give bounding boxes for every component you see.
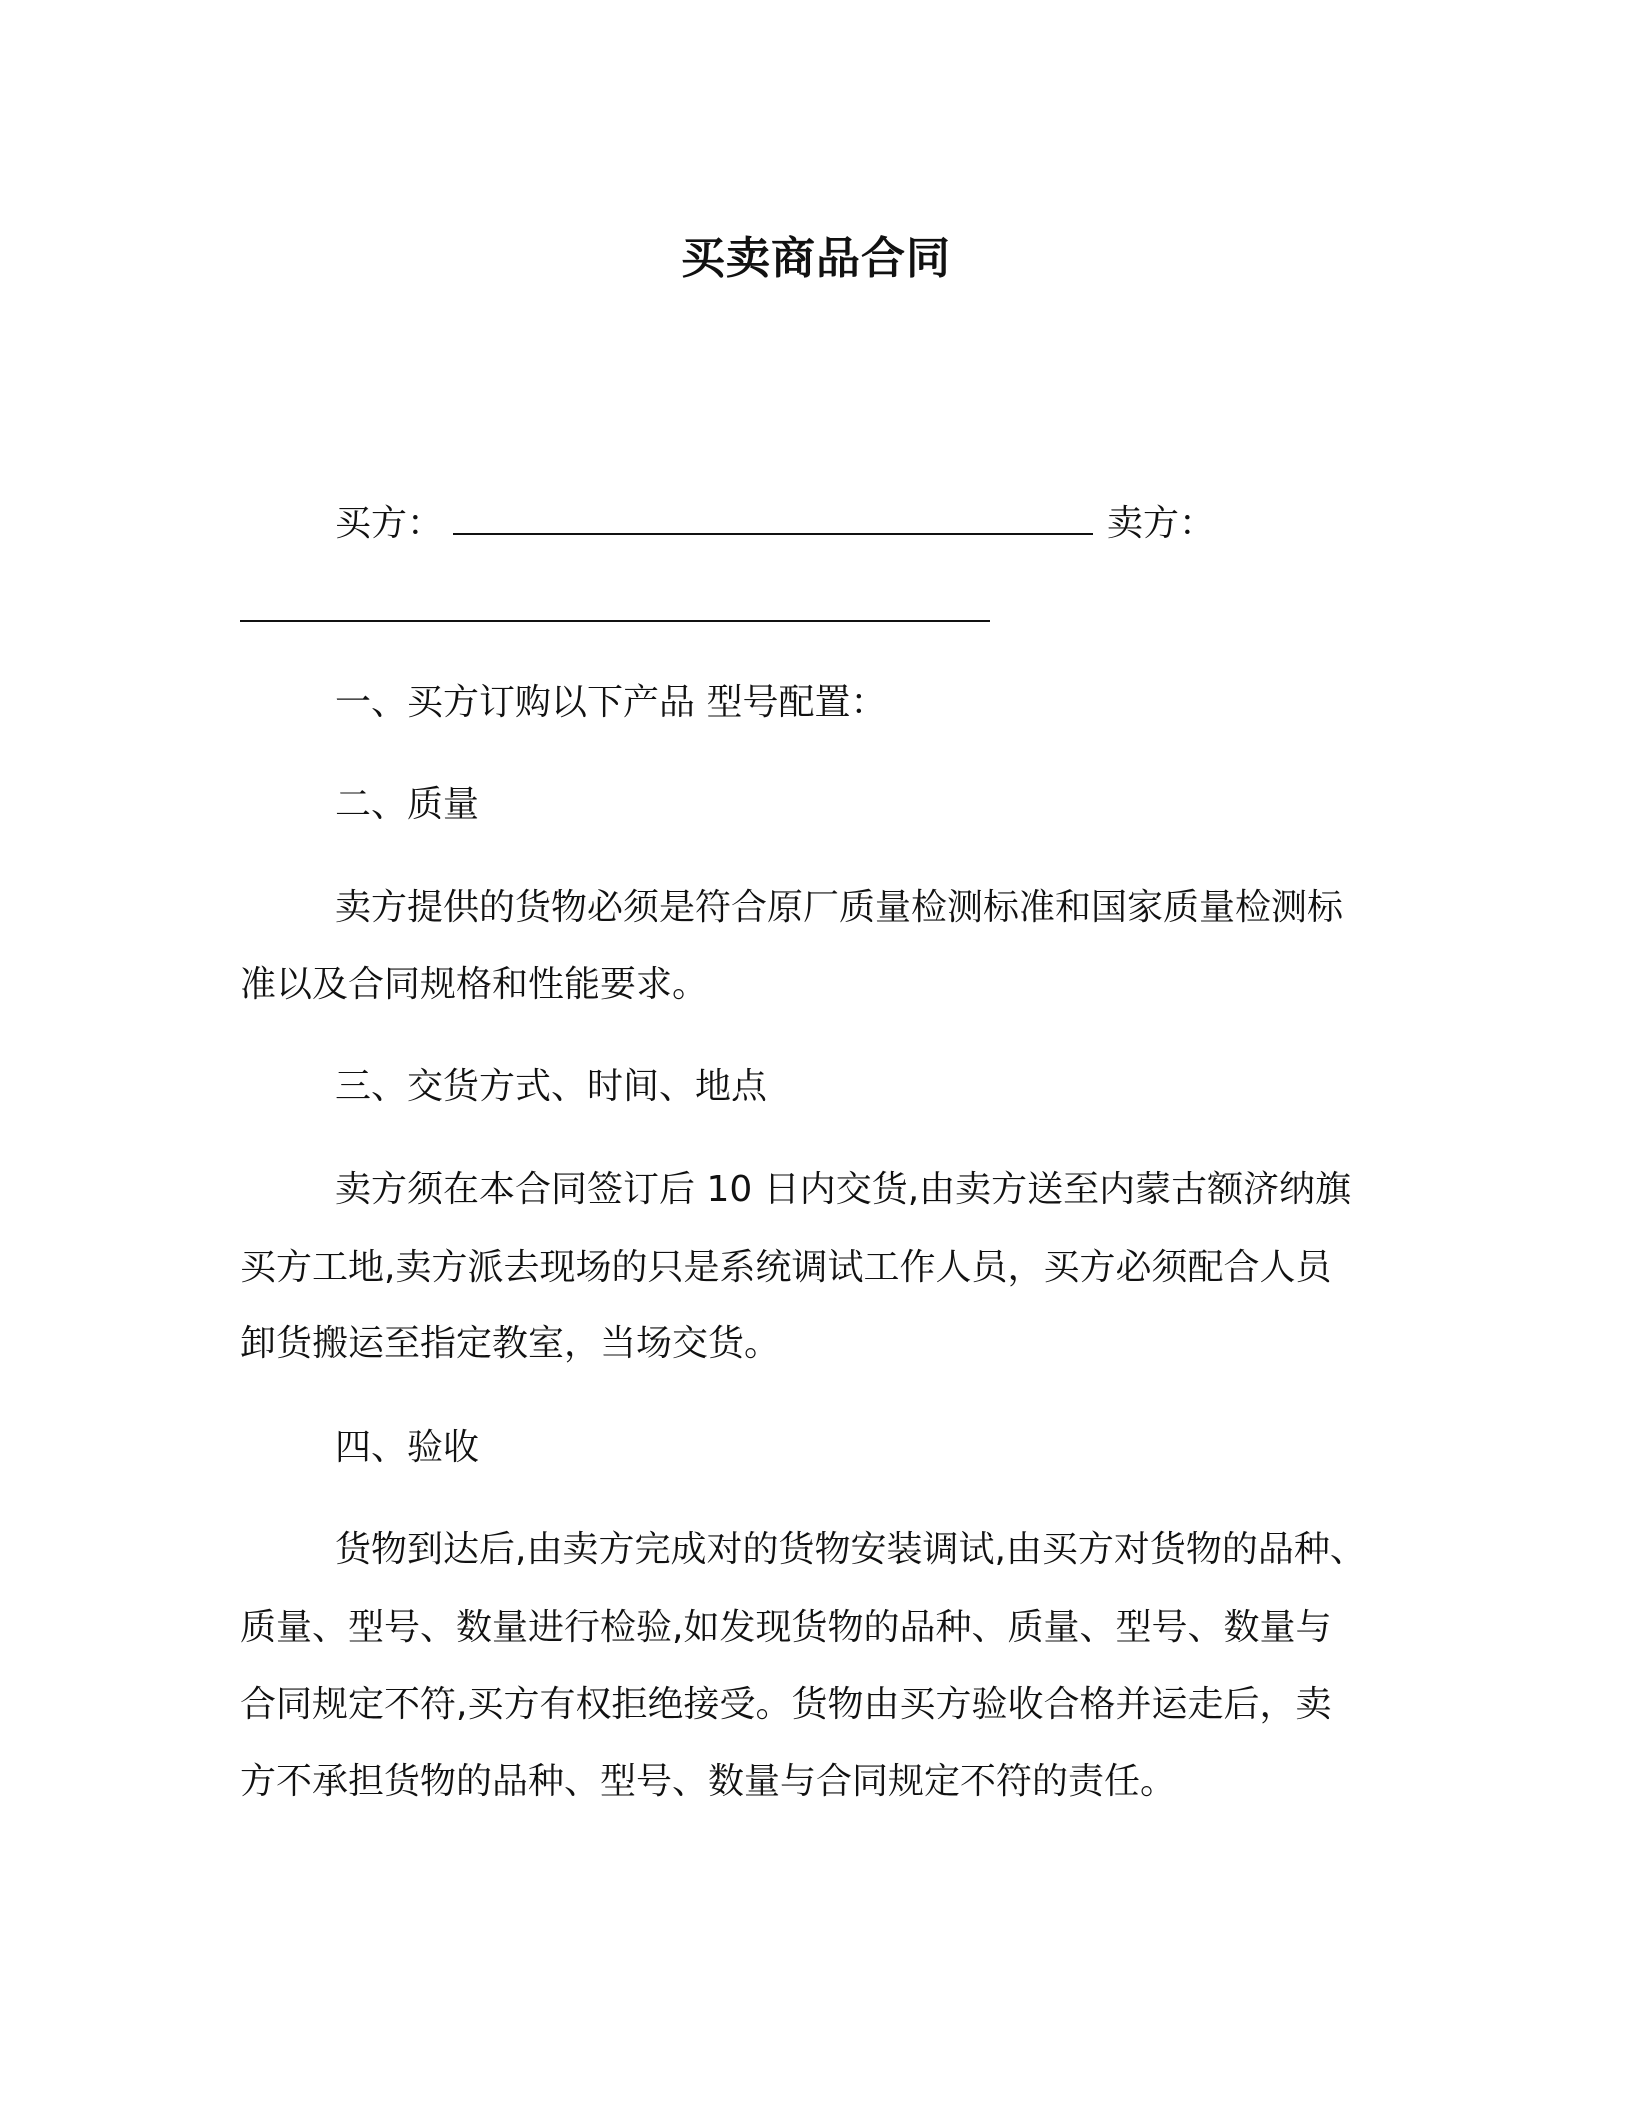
section-2-body-line: 准以及合同规格和性能要求。 — [240, 964, 709, 1005]
seller-blank-line — [240, 620, 990, 622]
section-3-body-line: 买方工地,卖方派去现场的只是系统调试工作人员，买方必须配合人员 — [240, 1247, 1332, 1288]
buyer-label: 买方： — [335, 503, 444, 544]
seller-label: 卖方： — [1107, 503, 1216, 544]
document-title: 买卖商品合同 — [681, 233, 951, 284]
buyer-blank-line — [453, 503, 1093, 535]
section-3-body-line: 卸货搬运至指定教室，当场交货。 — [240, 1323, 781, 1364]
party-row — [335, 503, 1215, 544]
section-1-heading: 一、买方订购以下产品 型号配置： — [335, 682, 887, 723]
section-4-body-line: 货物到达后,由卖方完成对的货物安装调试,由买方对货物的品种、 — [335, 1529, 1366, 1570]
section-3-heading: 三、交货方式、时间、地点 — [335, 1066, 768, 1107]
section-3-body-line: 卖方须在本合同签订后 10 日内交货,由卖方送至内蒙古额济纳旗 — [335, 1169, 1352, 1210]
section-4-body-line: 方不承担货物的品种、型号、数量与合同规定不符的责任。 — [240, 1761, 1177, 1802]
section-4-body-line: 合同规定不符,买方有权拒绝接受。货物由买方验收合格并运走后，卖 — [240, 1684, 1332, 1725]
section-2-body-line: 卖方提供的货物必须是符合原厂质量检测标准和国家质量检测标 — [335, 887, 1344, 928]
section-4-body-line: 质量、型号、数量进行检验,如发现货物的品种、质量、型号、数量与 — [240, 1607, 1332, 1648]
section-2-heading: 二、质量 — [335, 784, 480, 825]
section-4-heading: 四、验收 — [335, 1427, 480, 1468]
